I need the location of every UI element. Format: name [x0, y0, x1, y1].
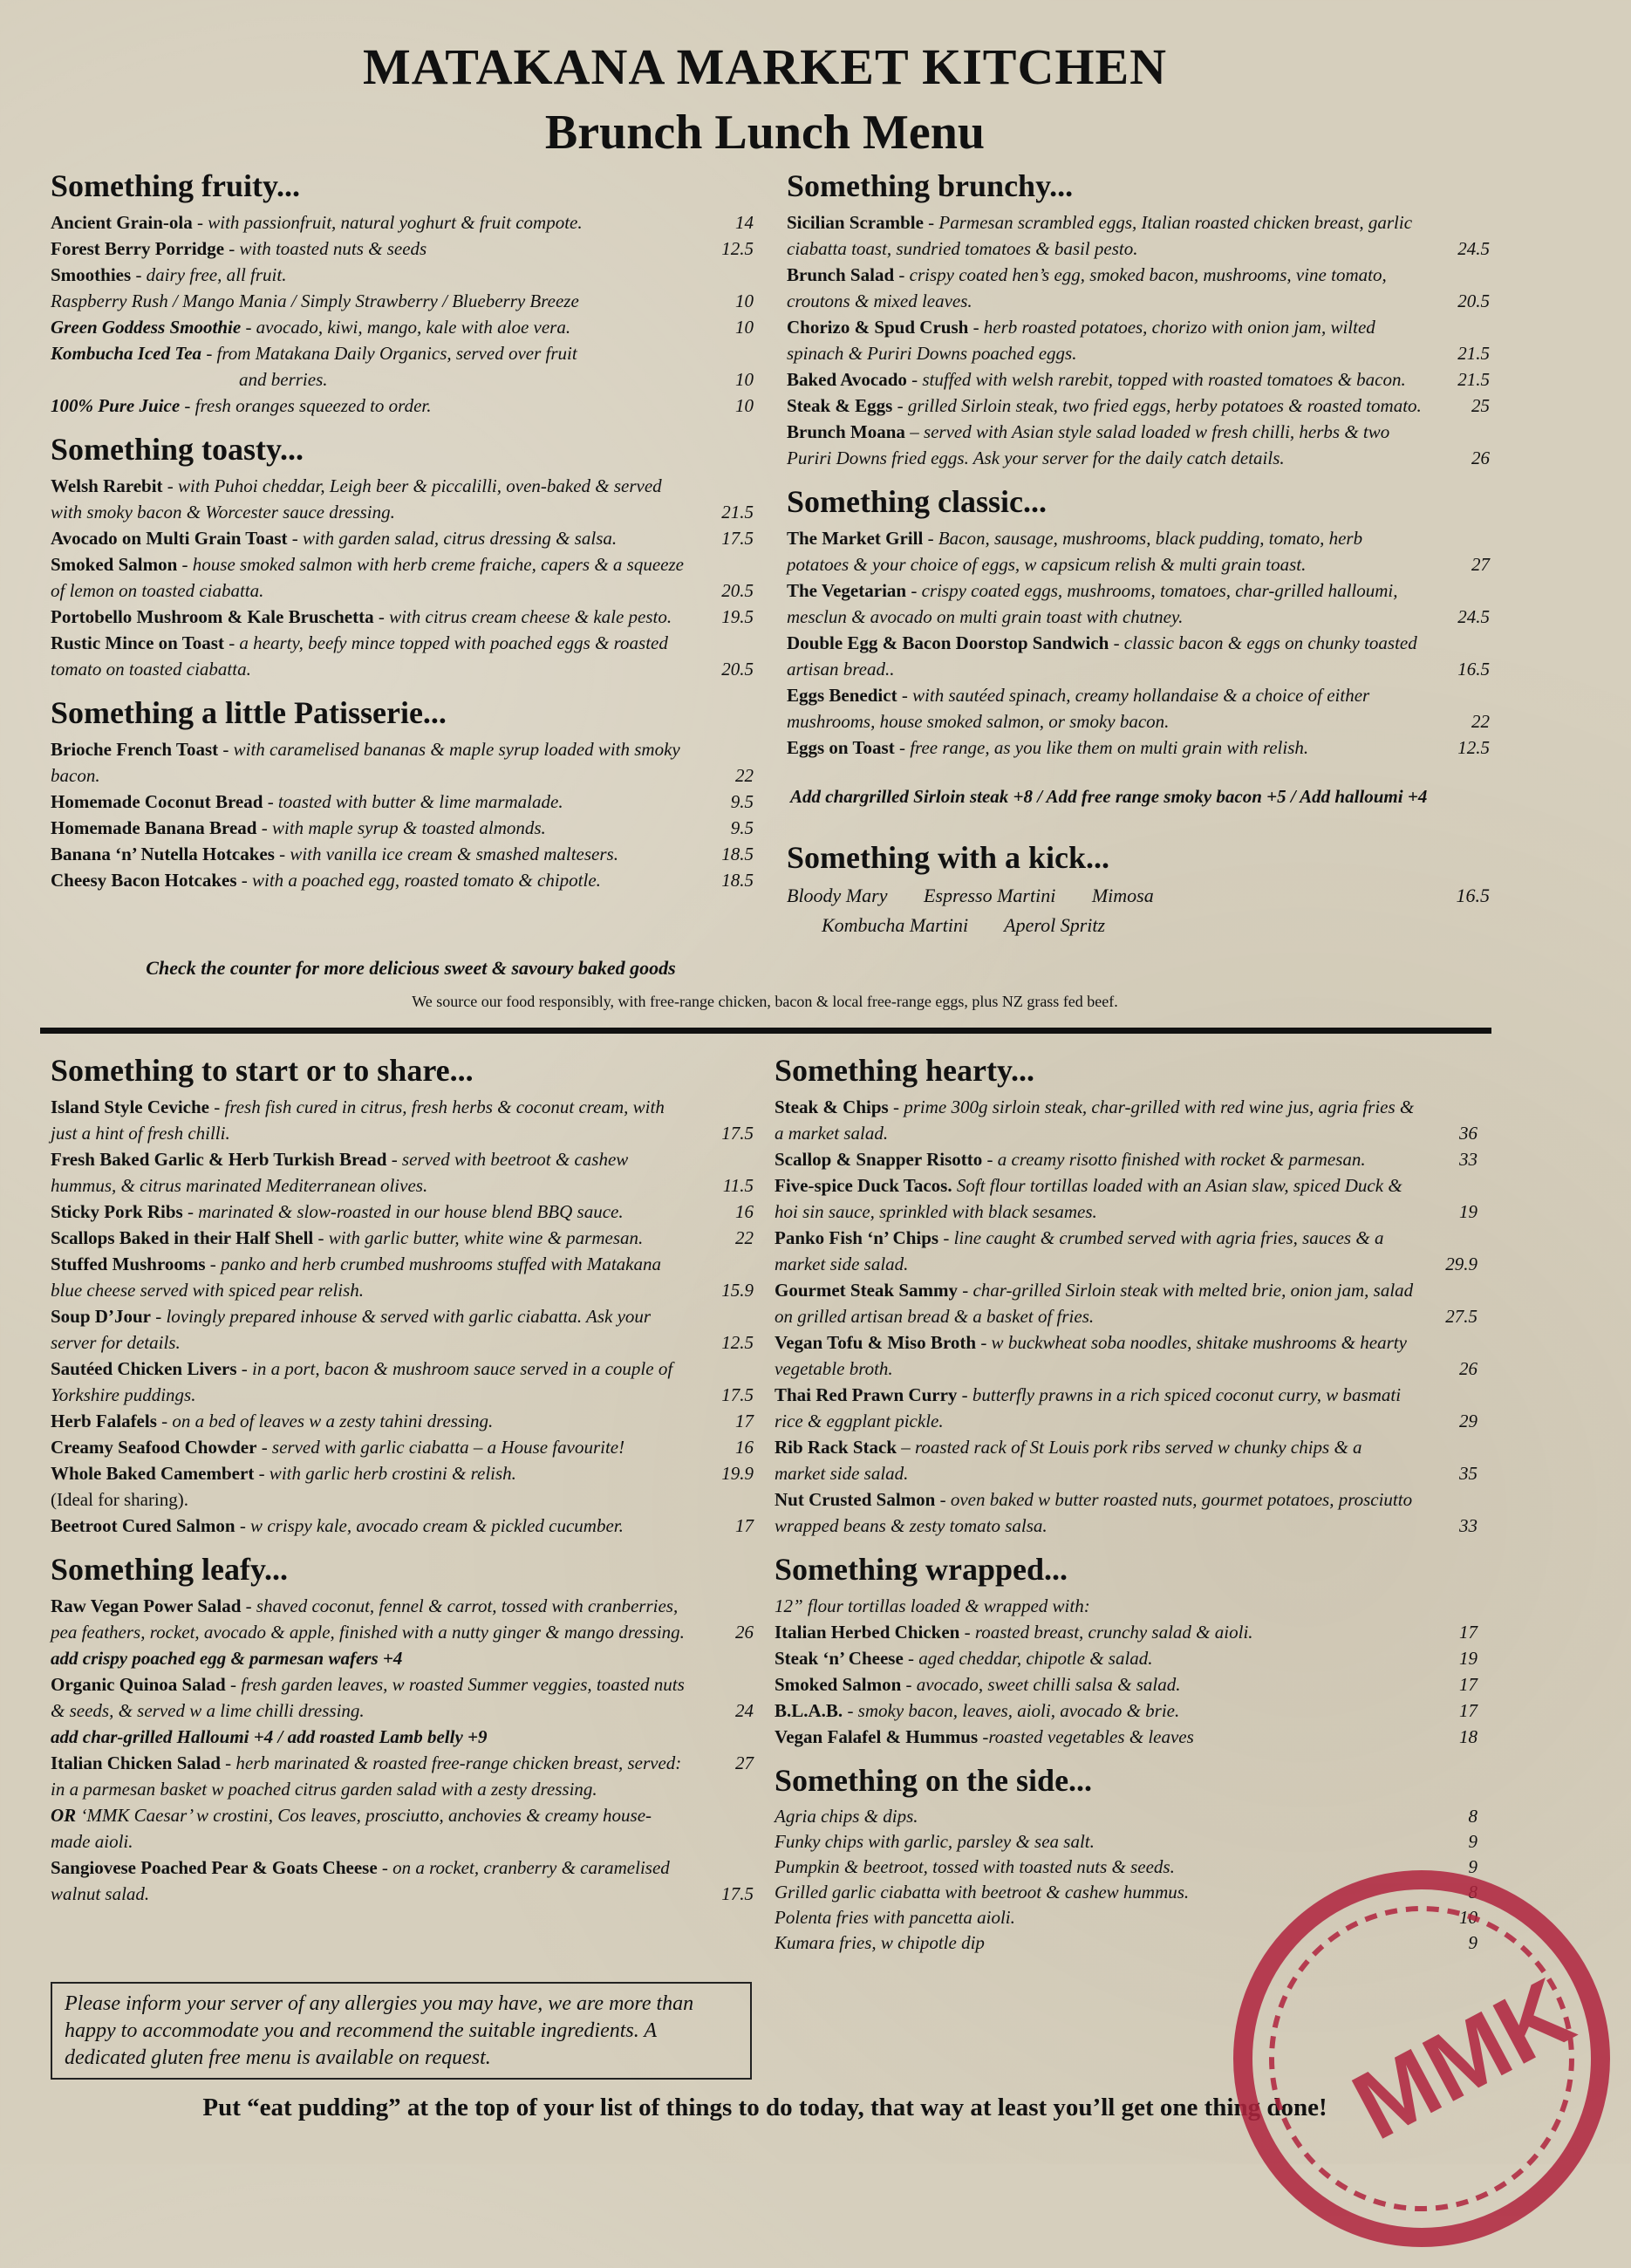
menu-item: Green Goddess Smoothie - avocado, kiwi, mango, kale with aloe vera. 10	[51, 317, 754, 338]
section-title: Something classic...	[787, 484, 1048, 519]
left-bottom-column	[51, 1052, 754, 1907]
drink-item: Kombucha Martini	[822, 914, 969, 936]
menu-item: Eggs Benedict - with sautéed spinach, creamy hollandaise & a choice of either mushrooms, house smoked salmon, or smoky bacon. 22	[787, 685, 1490, 732]
section-title: Something fruity...	[51, 168, 301, 203]
menu-item: Steak & Eggs - grilled Sirloin steak, two fried eggs, herby potatoes & roasted tomato. 25	[787, 395, 1490, 416]
menu-item: Creamy Seafood Chowder - served with garlic ciabatta – a House favourite! 16	[51, 1437, 754, 1458]
menu-item: Scallops Baked in their Half Shell - with garlic butter, white wine & parmesan. 22	[51, 1227, 754, 1248]
menu-title: Brunch Lunch Menu	[544, 106, 986, 160]
menu-item: Sticky Pork Ribs - marinated & slow-roasted in our house blend BBQ sauce. 16	[51, 1201, 754, 1222]
stamp-text: MMK	[1336, 1957, 1589, 2161]
menu-item: Rib Rack Stack – roasted rack of St Louis pork ribs served w chunky chips & a market side salad. 35	[775, 1437, 1477, 1484]
section-fruity	[51, 167, 754, 419]
menu-item: The Market Grill - Bacon, sausage, mushrooms, black pudding, tomato, herb potatoes & your choice of eggs, w capsicum relish & multi grain toast. 27	[787, 528, 1490, 575]
addon-note: add crispy poached egg & parmesan wafers +4	[51, 1648, 403, 1669]
drinks-row	[787, 911, 1490, 940]
mmk-stamp-logo	[1212, 1849, 1631, 2268]
menu-item: Sangiovese Poached Pear & Goats Cheese - on a rocket, cranberry & caramelised walnut salad. 17.5	[51, 1857, 754, 1904]
menu-item: and berries. 10	[239, 369, 754, 390]
drinks-row	[787, 881, 1490, 911]
section-title: Something to start or to share...	[51, 1053, 474, 1088]
side-item: Pumpkin & beetroot, tossed with toasted nuts & seeds. 9	[775, 1856, 1477, 1877]
section-title: Something toasty...	[51, 432, 304, 467]
menu-item: OR ‘MMK Caesar’ w crostini, Cos leaves, prosciutto, anchovies & creamy house-made aioli.	[51, 1805, 652, 1852]
drink-item: Bloody Mary	[787, 885, 888, 906]
restaurant-name: MATAKANA MARKET KITCHEN	[362, 38, 1168, 95]
menu-item: B.L.A.B. - smoky bacon, leaves, aioli, avocado & brie. 17	[775, 1700, 1477, 1721]
menu-item: Avocado on Multi Grain Toast - with garden salad, citrus dressing & salsa. 17.5	[51, 528, 754, 549]
menu-item: Kombucha Iced Tea - from Matakana Daily Organics, served over fruit	[51, 343, 577, 364]
menu-item: Thai Red Prawn Curry - butterfly prawns in a rich spiced coconut curry, w basmati rice & eggplant pickle. 29	[775, 1384, 1477, 1431]
sourcing-note: We source our food responsibly, with free-range chicken, bacon & local free-range eggs, plus NZ grass fed beef.	[412, 993, 1118, 1010]
wrapped-intro: 12” flour tortillas loaded & wrapped with:	[775, 1595, 1090, 1616]
section-title: Something leafy...	[51, 1552, 289, 1587]
menu-item: Forest Berry Porridge - with toasted nuts & seeds 12.5	[51, 238, 754, 259]
menu-item: Homemade Banana Bread - with maple syrup & toasted almonds. 9.5	[51, 817, 754, 838]
section-title: Something wrapped...	[775, 1552, 1068, 1587]
menu-item: Rustic Mince on Toast - a hearty, beefy mince topped with poached eggs & roasted tomato on toasted ciabatta. 20.5	[51, 632, 754, 680]
menu-item: Brunch Salad - crispy coated hen’s egg, smoked bacon, mushrooms, vine tomato, croutons & mixed leaves. 20.5	[787, 264, 1490, 311]
side-item: Grilled garlic ciabatta with beetroot & cashew hummus. 8	[775, 1882, 1477, 1903]
footer-quote: Put “eat pudding” at the top of your list of things to do today, that way at least you’ll get one thing done!	[202, 2094, 1327, 2121]
menu-item: Eggs on Toast - free range, as you like them on multi grain with relish. 12.5	[787, 737, 1490, 758]
section-leafy	[51, 1551, 754, 1907]
section-title: Something a little Patisserie...	[51, 695, 447, 730]
side-item: Funky chips with garlic, parsley & sea salt. 9	[775, 1831, 1477, 1852]
menu-item: Double Egg & Bacon Doorstop Sandwich - classic bacon & eggs on chunky toasted artisan bread.. 16.5	[787, 632, 1490, 680]
menu-item: Raw Vegan Power Salad - shaved coconut, fennel & carrot, tossed with cranberries, pea feathers, rocket, avocado & apple, finished with a nutty ginger & mango dressing. 26	[51, 1595, 754, 1643]
drink-item: Espresso Martini	[923, 885, 1056, 906]
addon-note: add char-grilled Halloumi +4 / add roasted Lamb belly +9	[51, 1726, 488, 1747]
menu-item: Five-spice Duck Tacos. Soft flour tortillas loaded with an Asian slaw, spiced Duck & hoi sin sauce, sprinkled with black sesames. 19	[775, 1175, 1477, 1222]
drink-item: Mimosa	[1091, 885, 1154, 906]
sharing-note: (Ideal for sharing).	[51, 1489, 189, 1510]
menu-item: Italian Herbed Chicken - roasted breast, crunchy salad & aioli. 17	[775, 1622, 1477, 1643]
side-item: Kumara fries, w chipotle dip 9	[775, 1932, 1477, 1953]
section-start	[51, 1052, 754, 1539]
menu-item: Chorizo & Spud Crush - herb roasted potatoes, chorizo with onion jam, wilted spinach & Puriri Downs poached eggs. 21.5	[787, 317, 1490, 364]
menu-item: Homemade Coconut Bread - toasted with butter & lime marmalade. 9.5	[51, 791, 754, 812]
menu-item: Italian Chicken Salad - herb marinated & roasted free-range chicken breast, served: in a parmesan basket w poached citrus garden salad with a zesty dressing. 27	[51, 1752, 754, 1800]
side-item: Polenta fries with pancetta aioli. 10	[775, 1907, 1477, 1928]
menu-item: Scallop & Snapper Risotto - a creamy risotto finished with rocket & parmesan. 33	[775, 1149, 1477, 1170]
section-title: Something with a kick...	[787, 840, 1110, 875]
menu-item: Sautéed Chicken Livers - in a port, bacon & mushroom sauce served in a couple of Yorkshire puddings. 17.5	[51, 1358, 754, 1405]
section-hearty	[775, 1052, 1477, 1539]
menu-item: Stuffed Mushrooms - panko and herb crumbed mushrooms stuffed with Matakana blue cheese served with spiced pear relish. 15.9	[51, 1254, 754, 1301]
menu-item: Sicilian Scramble - Parmesan scrambled eggs, Italian roasted chicken breast, garlic ciabatta toast, sundried tomatoes & basil pesto. 24.5	[787, 212, 1490, 259]
section-title: Something brunchy...	[787, 168, 1074, 203]
divider	[40, 1028, 1491, 1034]
menu-item: Steak & Chips - prime 300g sirloin steak, char-grilled with red wine jus, agria fries & a market salad. 36	[775, 1096, 1477, 1144]
section-title: Something on the side...	[775, 1763, 1093, 1798]
menu-item: Herb Falafels - on a bed of leaves w a zesty tahini dressing. 17	[51, 1411, 754, 1431]
section-classic	[787, 483, 1490, 810]
menu-item: Banana ‘n’ Nutella Hotcakes - with vanilla ice cream & smashed maltesers. 18.5	[51, 844, 754, 864]
menu-item: Welsh Rarebit - with Puhoi cheddar, Leigh beer & piccalilli, oven-baked & served with smoky bacon & Worcester sauce dressing. 21.5	[51, 475, 754, 523]
menu-item: Vegan Tofu & Miso Broth - w buckwheat soba noodles, shitake mushrooms & hearty vegetable broth. 26	[775, 1332, 1477, 1379]
menu-item: Island Style Ceviche - fresh fish cured in citrus, fresh herbs & coconut cream, with just a hint of fresh chilli. 17.5	[51, 1096, 754, 1144]
menu-item: Baked Avocado - stuffed with welsh rarebit, topped with roasted tomatoes & bacon. 21.5	[787, 369, 1490, 390]
menu-item: Nut Crusted Salmon - oven baked w butter roasted nuts, gourmet potatoes, prosciutto wrapped beans & zesty tomato salsa. 33	[775, 1489, 1477, 1536]
menu-item: Panko Fish ‘n’ Chips - line caught & crumbed served with agria fries, sauces & a market side salad. 29.9	[775, 1227, 1477, 1274]
menu-item: Smoked Salmon - avocado, sweet chilli salsa & salad. 17	[775, 1674, 1477, 1695]
menu-item: 100% Pure Juice - fresh oranges squeezed to order. 10	[51, 395, 754, 416]
menu-item: Raspberry Rush / Mango Mania / Simply Strawberry / Blueberry Breeze 10	[51, 290, 754, 311]
menu-item: Gourmet Steak Sammy - char-grilled Sirloin steak with melted brie, onion jam, salad on grilled artisan bread & a basket of fries. 27.5	[775, 1280, 1477, 1327]
allergy-notice: Please inform your server of any allergies you may have, we are more than happy to accommodate you and recommend the suitable ingredients. A dedicated gluten free menu is available on request.	[51, 1982, 752, 2080]
section-toasty	[51, 431, 754, 682]
menu-item: Organic Quinoa Salad - fresh garden leaves, w roasted Summer veggies, toasted nuts & seeds, & served w a lime chilli dressing. 24	[51, 1674, 754, 1721]
menu-item: Vegan Falafel & Hummus -roasted vegetables & leaves 18	[775, 1726, 1477, 1747]
menu-item: Fresh Baked Garlic & Herb Turkish Bread - served with beetroot & cashew hummus, & citrus marinated Mediterranean olives. 11.5	[51, 1149, 754, 1196]
menu-item: Portobello Mushroom & Kale Bruschetta - with citrus cream cheese & kale pesto. 19.5	[51, 606, 754, 627]
drinks-price: 16.5	[1456, 885, 1490, 906]
section-patisserie	[51, 694, 754, 893]
menu-item: Beetroot Cured Salmon - w crispy kale, avocado cream & pickled cucumber. 17	[51, 1515, 754, 1536]
menu-item: Smoked Salmon - house smoked salmon with herb creme fraiche, capers & a squeeze of lemon on toasted ciabatta. 20.5	[51, 554, 754, 601]
left-top-column	[51, 167, 754, 893]
menu-item: Brunch Moana – served with Asian style salad loaded w fresh chilli, herbs & two Puriri Downs fried eggs. Ask your server for the daily catch details. 26	[787, 421, 1490, 468]
section-kick	[787, 839, 1490, 940]
right-bottom-column	[775, 1052, 1477, 1956]
drink-item: Aperol Spritz	[1004, 914, 1106, 936]
menu-item: The Vegetarian - crispy coated eggs, mushrooms, tomatoes, char-grilled halloumi, mesclun & avocado on multi grain toast with chutney. 24.5	[787, 580, 1490, 627]
addons-note: Add chargrilled Sirloin steak +8 / Add free range smoky bacon +5 / Add halloumi +4	[790, 786, 1428, 807]
right-top-column	[787, 167, 1490, 940]
counter-note: Check the counter for more delicious sweet & savoury baked goods	[146, 957, 676, 979]
section-title: Something hearty...	[775, 1053, 1035, 1088]
menu-item: Cheesy Bacon Hotcakes - with a poached egg, roasted tomato & chipotle. 18.5	[51, 870, 754, 891]
menu-item: Smoothies - dairy free, all fruit.	[51, 264, 287, 285]
menu-item: Ancient Grain-ola - with passionfruit, natural yoghurt & fruit compote. 14	[51, 212, 754, 233]
side-item: Agria chips & dips. 8	[775, 1806, 1477, 1827]
section-wrapped	[775, 1551, 1477, 1750]
menu-item: Brioche French Toast - with caramelised bananas & maple syrup loaded with smoky bacon. 22	[51, 739, 754, 786]
menu-item: Whole Baked Camembert - with garlic herb crostini & relish. 19.9	[51, 1463, 754, 1484]
menu-item: Soup D’Jour - lovingly prepared inhouse & served with garlic ciabatta. Ask your server for details. 12.5	[51, 1306, 754, 1353]
section-brunchy	[787, 167, 1490, 471]
menu-item: Steak ‘n’ Cheese - aged cheddar, chipotle & salad. 19	[775, 1648, 1477, 1669]
